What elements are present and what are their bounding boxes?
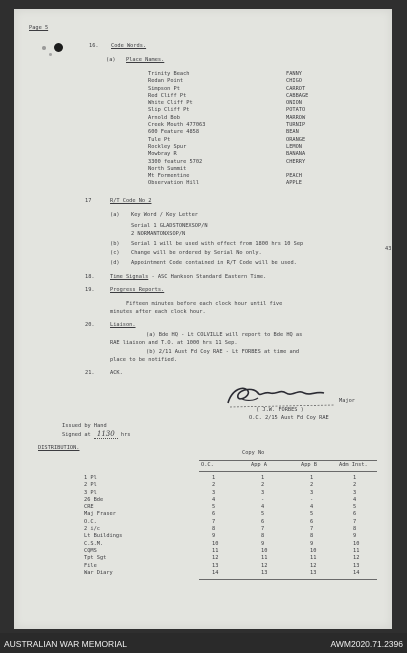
distribution-header-row	[199, 462, 377, 470]
code-word: ORANGE	[286, 136, 306, 143]
code-word: APPLE	[286, 180, 302, 187]
section-17d-text: Appointment Code contained in R/T Code will be used.	[131, 260, 297, 266]
table-row: C.S.M. 10 9 9 10	[84, 540, 360, 547]
code-word: ONION	[286, 100, 302, 107]
code-word: POTATO	[286, 107, 306, 114]
code-word: LEMON	[286, 143, 302, 150]
code-word: CARROT	[286, 85, 306, 92]
signature-rank: Major	[339, 398, 355, 404]
section-18-title: Time Signals	[110, 274, 149, 280]
section-17b-label: (b)	[110, 241, 120, 247]
table-row: O.C. 7 6 6 7	[84, 518, 357, 525]
place-names-list	[148, 71, 205, 188]
place-name: Creek Mouth 477063	[148, 122, 206, 129]
footer-institution: AUSTRALIAN WAR MEMORIAL	[4, 639, 127, 649]
table-row: Maj Fraser 6 5 5 6	[84, 511, 357, 518]
table-row: Lt Buildings 9 8 8 9	[84, 533, 357, 540]
section-19-line-1: Fifteen minutes before each clock hour until five	[126, 301, 283, 307]
section-16-title: Code Words.	[111, 43, 147, 49]
place-name: White Cliff Pt	[148, 100, 193, 107]
code-word: MARROW	[286, 114, 306, 121]
place-name: North Summit	[148, 165, 187, 172]
header-app-a: App A	[251, 462, 267, 468]
serial-1-line: Serial 1 GLADSTONEXSOP/N	[131, 223, 208, 229]
table-row: 2 Pl 2 2 2 2	[84, 482, 357, 489]
section-16-number: 16.	[89, 43, 99, 49]
table-row: 26 Bde 4 - - 4	[84, 496, 357, 503]
issued-line-2: Signed at 1130 hrs	[62, 430, 131, 438]
place-name: Rockley Spur	[148, 143, 187, 150]
document-page	[14, 9, 392, 629]
section-20b-line-1: (b) 2/11 Aust Fd Coy RAE - Lt FORBES at time and	[146, 349, 300, 355]
section-16a-label: (a)	[106, 57, 116, 63]
copy-no-label: Copy No	[242, 450, 265, 456]
section-21-number: 21.	[85, 370, 95, 376]
code-word: TURNIP	[286, 122, 306, 129]
table-row: 2 i/c 8 7 7 8	[84, 526, 357, 533]
place-name: Red Cliff Pt	[148, 92, 187, 99]
table-row: 3 Pl 3 3 3 3	[84, 489, 357, 496]
table-row: War Diary 14 13 13 14	[84, 569, 360, 576]
section-18-number: 18.	[85, 274, 95, 280]
code-word: CHIGO	[286, 78, 302, 85]
code-word: BEAN	[286, 129, 299, 136]
section-19-line-2: minutes after each clock hour.	[110, 309, 206, 315]
section-20-title: Liaison.	[110, 322, 136, 328]
place-name: Mt Formentine	[148, 173, 190, 180]
table-top-rule	[199, 460, 377, 461]
place-name: Simpson Pt	[148, 85, 180, 92]
footer-accession-number: AWM2020.71.2396	[330, 639, 403, 649]
place-name: Arnold Bob	[148, 114, 180, 121]
section-19-title: Progress Reports.	[110, 287, 165, 293]
table-row: CQMS 11 10 10 11	[84, 547, 360, 554]
archive-footer	[0, 633, 407, 653]
table-header-rule	[199, 471, 377, 472]
distribution-title: DISTRIBUTION.	[38, 445, 80, 451]
section-17b-text: Serial 1 will be used with effect from 1800 hrs 10 Sep	[131, 241, 304, 247]
place-name: 3300 feature 5702	[148, 158, 203, 165]
serial-2-line: 2 NORMANTONXSOP/N	[131, 231, 186, 237]
table-row: Tpt Sgt 12 11 11 12	[84, 555, 360, 562]
issued-line-1: Issued by Hand	[62, 423, 107, 429]
signature-title: O.C. 2/15 Aust Fd Coy RAE	[249, 415, 329, 421]
section-20a-line-2: RAE liaison and T.O. at 1000 hrs 11 Sep.	[110, 340, 238, 346]
place-name: Tule Pt	[148, 136, 171, 143]
section-21-text: ACK.	[110, 370, 123, 376]
table-row: CRE 5 4 4 5	[84, 504, 357, 511]
section-17c-label: (c)	[110, 250, 120, 256]
header-oc: O.C.	[201, 462, 214, 468]
section-19-number: 19.	[85, 287, 95, 293]
section-16a-title: Place Names.	[126, 57, 165, 63]
section-18-line	[110, 274, 266, 280]
section-20b-line-2: place to be notified.	[110, 357, 177, 363]
code-word: CABBAGE	[286, 92, 309, 99]
code-word: PEACH	[286, 173, 302, 180]
section-18-text: - ASC Hankson Standard Eastern Time.	[148, 274, 267, 280]
place-name: Observation Hill	[148, 180, 200, 187]
section-17-number: 17	[85, 198, 92, 204]
code-word: BANANA	[286, 151, 306, 158]
section-17c-text: Change will be ordered by Serial No only.	[131, 250, 262, 256]
table-row: 1 Pl 1 1 1 1	[84, 475, 357, 481]
section-20-number: 20.	[85, 322, 95, 328]
place-name: Slip Cliff Pt	[148, 107, 190, 114]
code-word: CHERRY	[286, 158, 306, 165]
place-name: Redan Point	[148, 78, 184, 85]
section-17a-text: Key Word / Key Letter	[131, 212, 198, 218]
page-number: Page 5	[29, 25, 49, 31]
signature-name: ( J.W. FORBES )	[256, 407, 304, 413]
section-17d-label: (d)	[110, 260, 120, 266]
issued-time: 1130	[94, 430, 118, 439]
code-words-list	[286, 71, 308, 188]
header-adm-inst: Adm Inst.	[339, 462, 368, 468]
place-name: 600 Feature 4858	[148, 129, 200, 136]
table-bottom-rule	[199, 579, 377, 580]
margin-note: 43	[385, 246, 392, 252]
section-20a-line-1: (a) Bde HQ - Lt COLVILLE will report to Bde HQ as	[146, 332, 303, 338]
place-name: Trinity Beach	[148, 71, 190, 77]
section-17-title: R/T Code No 2	[110, 198, 152, 204]
table-row: File 13 12 12 13	[84, 562, 360, 569]
header-app-b: App B	[301, 462, 317, 468]
distribution-table	[14, 475, 392, 577]
place-name: Mowbray R	[148, 151, 177, 158]
section-17a-label: (a)	[110, 212, 120, 218]
code-word	[286, 166, 308, 173]
code-word: FANNY	[286, 71, 302, 77]
